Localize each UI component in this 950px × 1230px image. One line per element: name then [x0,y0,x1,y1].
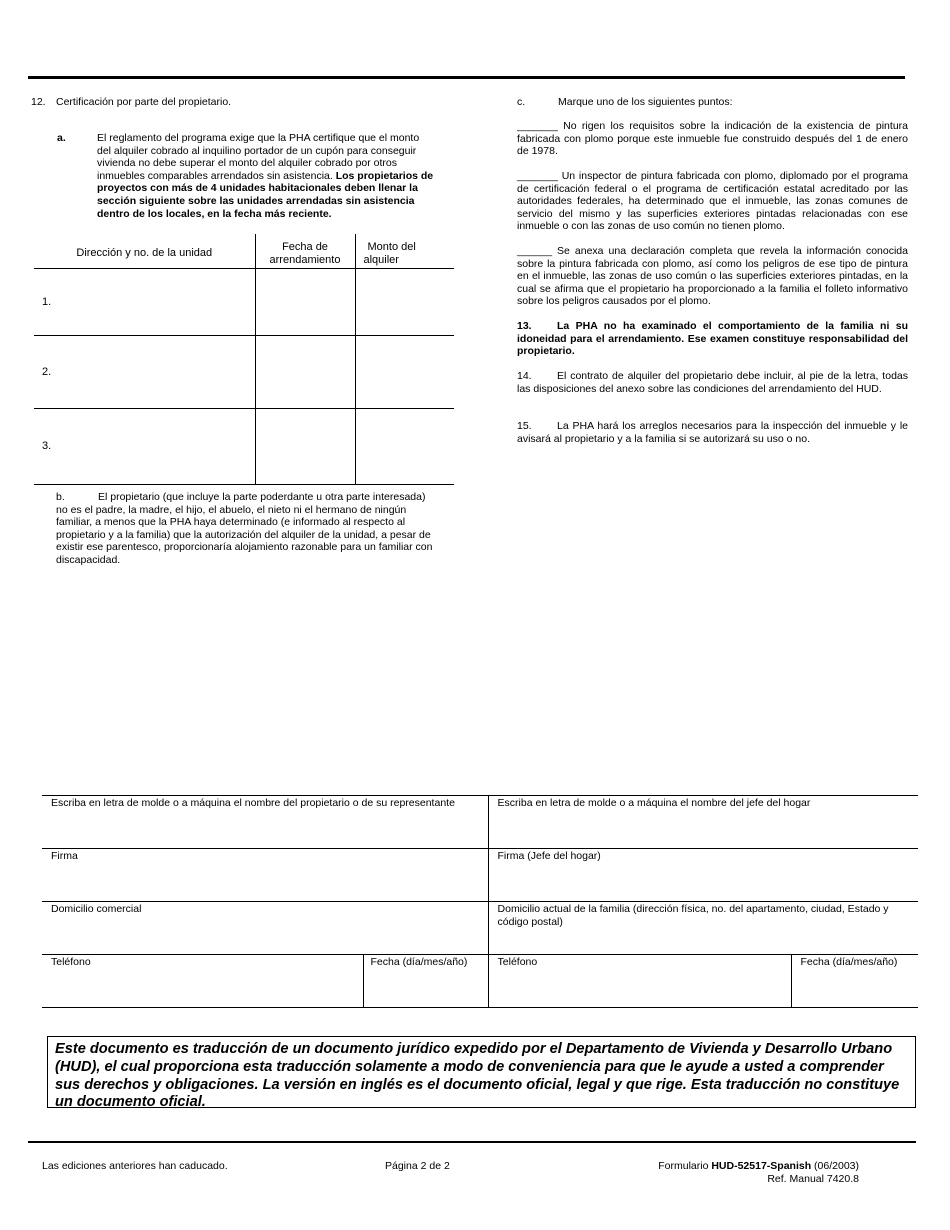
item-12b-line: discapacidad. [56,553,121,566]
footer-form-prefix: Formulario [658,1160,712,1172]
item-12a-label: a. [57,132,66,144]
family-address-label: Domicilio actual de la familia (dirección física, no. del apartamento, ciudad, Estado y código postal) [497,903,889,928]
head-name-label: Escriba en letra de molde o a máquina el nombre del jefe del hogar [497,797,811,809]
item-12a-line [97,170,457,183]
item-12a-text [97,132,457,220]
footer-page-number: Página 2 de 2 [385,1160,450,1172]
table-row [34,409,454,485]
head-phone-label: Teléfono [497,956,538,968]
item-12a-line: dentro de los locales, en la fecha más reciente. [97,207,332,220]
lease-date-cell[interactable] [255,409,355,485]
head-name-field[interactable] [488,796,918,849]
item-12-heading [31,96,451,109]
lease-date-cell[interactable] [255,336,355,409]
translation-disclaimer: Este documento es traducción de un documento jurídico expedido por el Departamento de Vivienda y Desarrollo Urbano (HUD), el cual proporciona esta traducción solamente a modo de conveniencia para que le ayude a usted a comprender sus derechos y obligaciones. La versión en inglés es el documento oficial, legal y que rige. Esta traducción no constituye un documento oficial. [47,1036,916,1108]
unit-address-cell[interactable] [34,409,255,485]
head-signature-field[interactable] [488,849,918,902]
item-12b-line: no es el padre, la madre, el hijo, el abuelo, el nieto ni el hermano de ningún [56,503,407,516]
item-15-number: 15. [517,420,532,432]
item-13-number: 13. [517,320,532,332]
row-number: 3. [42,440,52,453]
row-number: 2. [42,365,52,378]
item-12b-line: existir ese parentesco, proporcionaría alojamiento razonable para un familiar con [56,541,433,554]
item-12a-line: del alquiler cobrado al inquilino portador de un cupón para conseguir [97,144,417,157]
footer-form-number: HUD-52517-Spanish [711,1160,812,1172]
head-signature-label: Firma (Jefe del hogar) [497,850,601,862]
footer-editions: Las ediciones anteriores han caducado. [42,1160,228,1172]
item-15 [517,420,908,445]
item-c-heading [517,96,909,109]
item-15-text: La PHA hará los arreglos necesarios para la inspección del inmueble y le avisará al propietario y a la familia si se autorizará su uso o no. [517,420,908,445]
item-12a-line-plain: inmuebles comparables arrendados sin asistencia. [97,169,336,182]
business-address-field[interactable] [42,902,488,955]
col-unit-address [34,234,255,269]
col-lease-date-line2: arrendamiento [269,254,341,266]
item-14 [517,370,908,395]
top-rule [28,76,905,79]
owner-phone-field[interactable] [42,955,363,1008]
unit-address-cell[interactable] [34,336,255,409]
option-lead-inspector[interactable]: _______ Un inspector de pintura fabricada con plomo, diplomado por el programa de certificación federal o el programa de certificación estatal acreditado por las autoridades federales, ha determinado que el inmueble, las zonas comunes de servicio del mismo y las superficies exteriores pintadas relacionadas con ese inmueble o con las zonas de uso común no tienen plomo. [517,170,908,233]
footer-form-date: (06/2003) [811,1160,859,1172]
item-c-label: c. [517,96,526,108]
item-14-text: El contrato de alquiler del propietario debe incluir, al pie de la letra, todas las disposiciones del anexo sobre las condiciones del arrendamiento del HUD. [517,370,908,395]
item-12a-line: proyectos con más de 4 unidades habitacionales deben llenar la [97,182,418,195]
signature-row [42,849,918,902]
item-13 [517,320,908,358]
col-unit-address-label: Dirección y no. de la unidad [76,247,213,259]
footer-form-id [658,1160,859,1185]
table-row [34,336,454,409]
owner-signature-label: Firma [51,850,78,862]
col-lease-date-line1: Fecha de [282,241,328,253]
table-row [34,269,454,336]
signature-row [42,955,918,1008]
family-address-field[interactable] [488,902,918,955]
item-13-text: La PHA no ha examinado el comportamiento de la familia ni su idoneidad para el arrendamiento. Ese examen constituye responsabilidad del propietario. [517,320,908,358]
footer-form-line [658,1160,859,1173]
option-lead-disclosure[interactable]: ______ Se anexa una declaración completa que revela la información conocida sobre la pintura fabricada con plomo, así como los peligros de ese tipo de pintura en el inmueble, las zonas de uso común o las superficies exteriores pintadas, en la cual se afirma que el propietario ha proporcionado a la familia el folleto informativo sobre los peligros causados por el plomo. [517,245,908,308]
item-12b-line-text: El propietario (que incluye la parte poderdante u otra parte interesada) [98,491,426,503]
item-12-title: Certificación por parte del propietario. [56,96,232,108]
business-address-label: Domicilio comercial [51,903,142,915]
item-12b [56,491,456,567]
footer-manual-ref: Ref. Manual 7420.8 [767,1172,859,1185]
item-12-number: 12. [31,96,46,108]
signature-row [42,796,918,849]
head-date-label: Fecha (día/mes/año) [800,956,898,968]
unassisted-units-table [34,234,454,485]
owner-date-label: Fecha (día/mes/año) [370,956,468,968]
col-rent-amount-line2: alquiler [363,254,399,266]
item-12b-label: b. [56,491,65,503]
owner-date-field[interactable] [363,955,488,1008]
item-12b-line: propietario y a la familia) que la autorización del alquiler de la unidad, a pesar de [56,528,431,541]
item-14-number: 14. [517,370,532,382]
item-c-title: Marque uno de los siguientes puntos: [558,96,733,108]
item-12b-line [56,491,456,504]
lease-date-cell[interactable] [255,269,355,336]
item-12a-line: El reglamento del programa exige que la PHA certifique que el monto [97,132,420,144]
row-number: 1. [42,295,52,308]
owner-name-label: Escriba en letra de molde o a máquina el nombre del propietario o de su representante [51,797,455,809]
col-rent-amount [355,234,454,269]
rent-amount-cell[interactable] [355,409,454,485]
owner-signature-field[interactable] [42,849,488,902]
unit-address-cell[interactable] [34,269,255,336]
item-12a-line-bold: Los propietarios de [335,169,434,182]
owner-phone-label: Teléfono [51,956,91,968]
owner-name-field[interactable] [42,796,488,849]
option-no-lead-requirements[interactable]: _______ No rigen los requisitos sobre la indicación de la existencia de pintura fabricada con plomo porque este inmueble fue construido después del 1 de enero de 1978. [517,120,908,158]
col-rent-amount-line1: Monto del [367,241,416,253]
footer-rule [28,1141,916,1143]
head-date-field[interactable] [791,955,918,1008]
item-12b-line: familiar, a menos que la PHA haya determinado (e informado al respecto al [56,516,406,529]
signature-block [42,795,918,1008]
rent-amount-cell[interactable] [355,336,454,409]
rent-amount-cell[interactable] [355,269,454,336]
signature-row [42,902,918,955]
item-12a-line: vivienda no debe superar el monto del alquiler cobrado por otros [97,157,398,170]
item-12a-line: sección siguiente sobre las unidades arrendadas sin asistencia [97,194,415,207]
col-lease-date [255,234,355,269]
head-phone-field[interactable] [488,955,791,1008]
